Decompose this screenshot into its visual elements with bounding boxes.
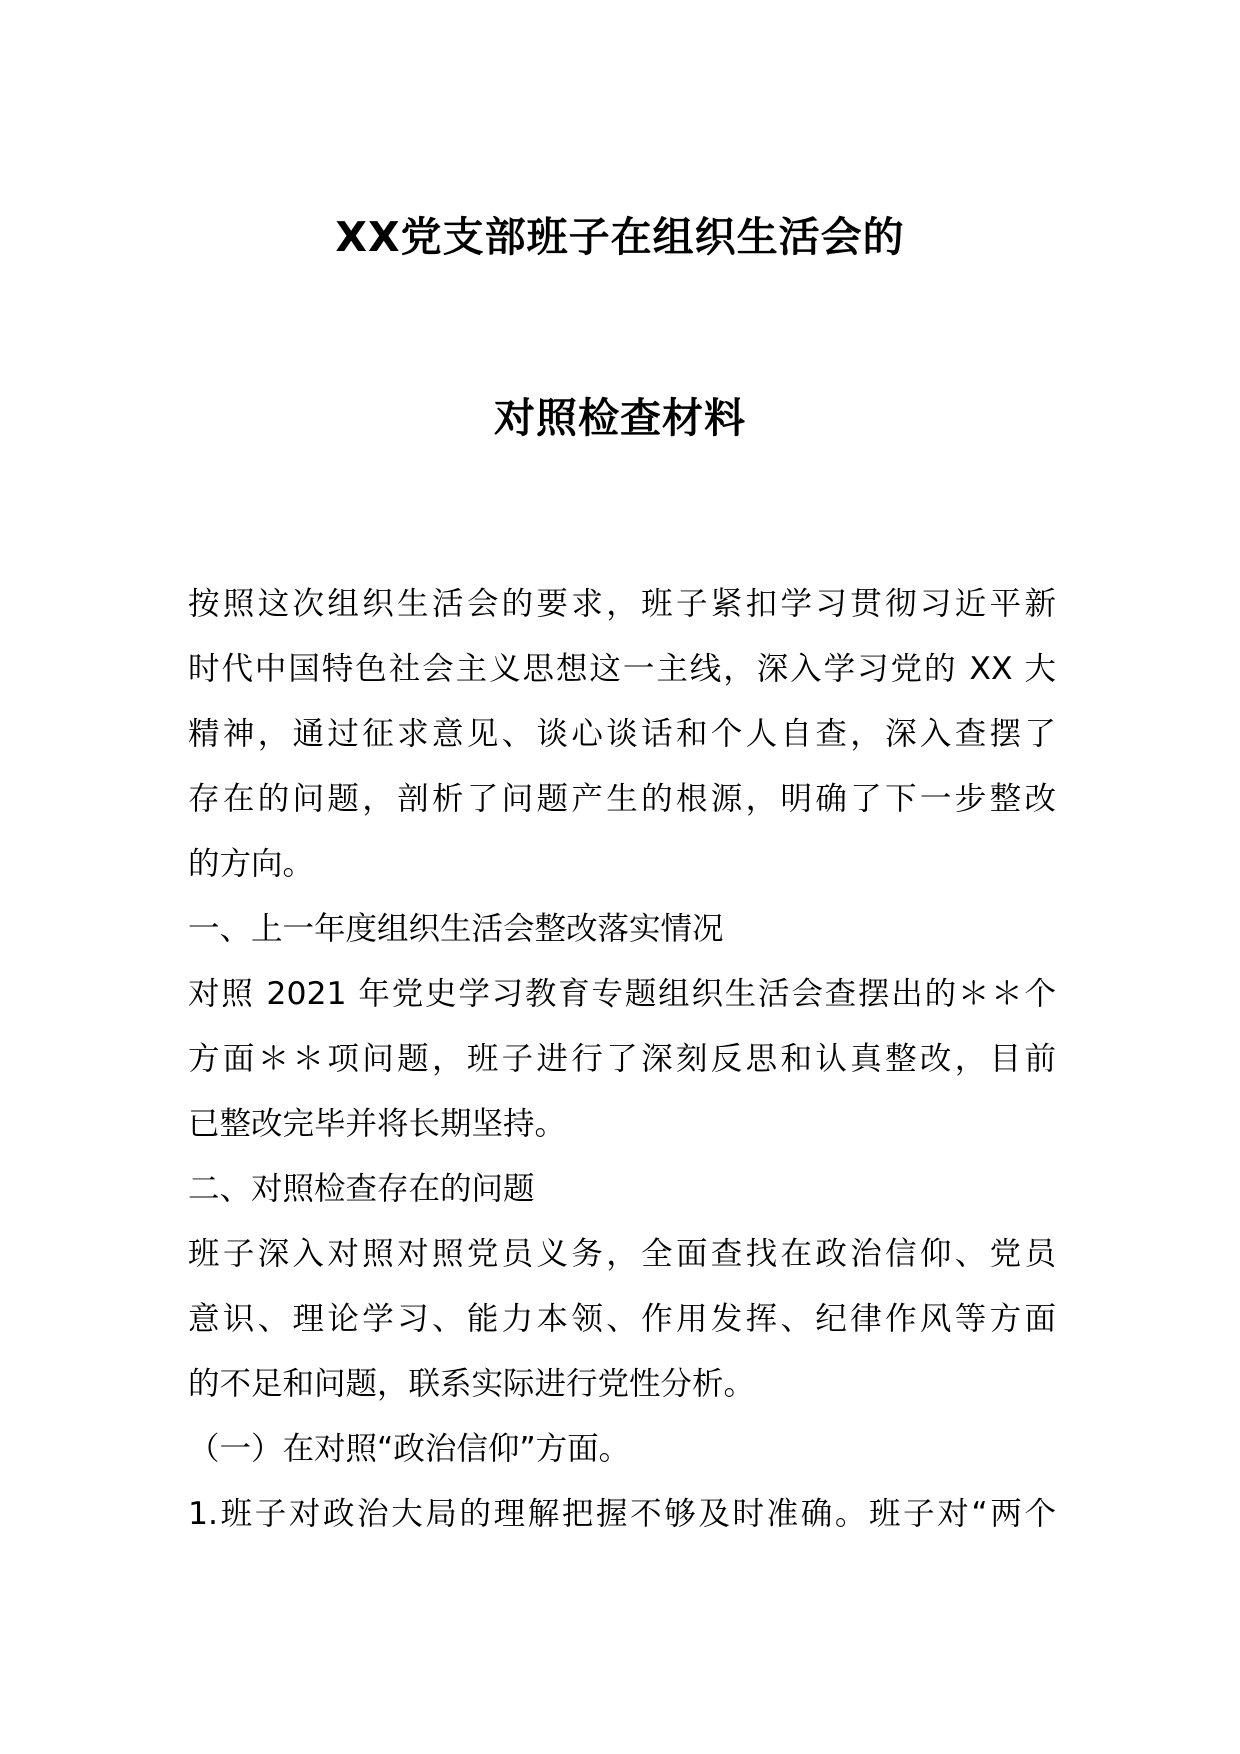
numbered-item: 1.班子对政治大局的理解把握不够及时准确。班子对“两个 <box>188 1496 1056 1532</box>
subsection-heading: （一）在对照“政治信仰”方面。 <box>188 1431 631 1467</box>
section-heading-2: 二、对照检查存在的问题 <box>188 1171 535 1207</box>
body-line: 按照这次组织生活会的要求，班子紧扣学习贯彻习近平新 <box>188 586 1056 622</box>
body-line: 存在的问题，剖析了问题产生的根源，明确了下一步整改 <box>188 781 1056 817</box>
body-line: 方面＊＊项问题，班子进行了深刻反思和认真整改，目前 <box>188 1041 1056 1077</box>
body-line: 意识、理论学习、能力本领、作用发挥、纪律作风等方面 <box>188 1301 1056 1337</box>
section-heading-1: 一、上一年度组织生活会整改落实情况 <box>188 911 724 947</box>
body-line: 时代中国特色社会主义思想这一主线，深入学习党的 XX 大 <box>188 651 1056 687</box>
document-title-line-2: 对照检查材料 <box>494 394 746 442</box>
body-line: 精神，通过征求意见、谈心谈话和个人自查，深入查摆了 <box>188 716 1056 752</box>
body-line: 的方向。 <box>188 846 315 882</box>
body-line: 对照 2021 年党史学习教育专题组织生活会查摆出的＊＊个 <box>188 976 1056 1012</box>
body-line: 已整改完毕并将长期坚持。 <box>188 1106 567 1142</box>
document-body <box>188 572 1056 1547</box>
document-title-line-1: XX党支部班子在组织生活会的 <box>335 213 905 261</box>
body-line: 班子深入对照对照党员义务，全面查找在政治信仰、党员 <box>188 1236 1056 1272</box>
body-line: 的不足和问题，联系实际进行党性分析。 <box>188 1366 756 1402</box>
